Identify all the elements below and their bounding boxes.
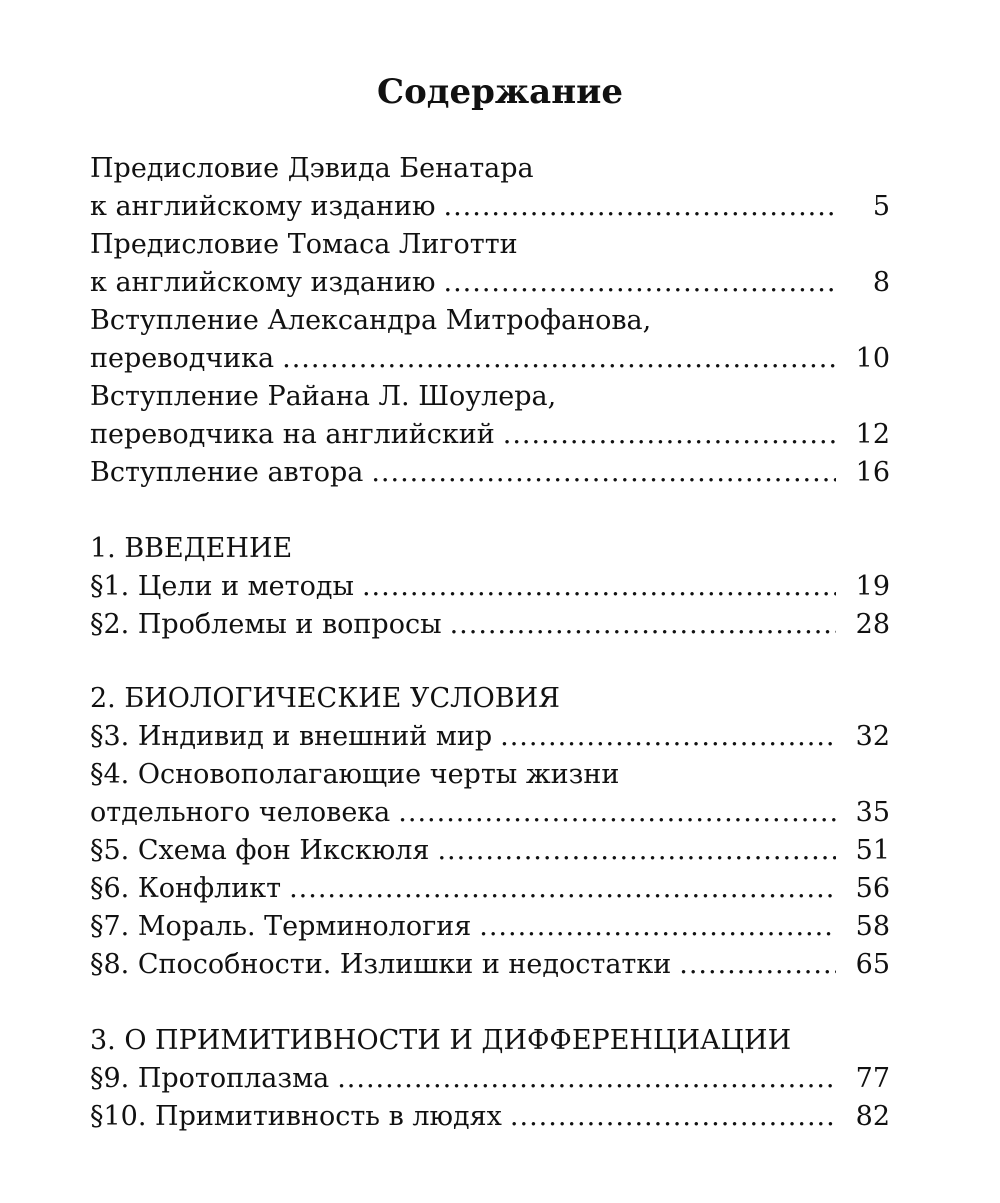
toc-entry-line <box>90 264 890 302</box>
chapter-heading[interactable]: 3. О ПРИМИТИВНОСТИ И ДИФФЕРЕНЦИАЦИИ <box>90 1025 792 1056</box>
toc-entry[interactable] <box>90 832 890 870</box>
page-number: 19 <box>855 571 890 602</box>
leader-dots <box>362 568 836 606</box>
page-number: 77 <box>855 1063 890 1094</box>
toc-entry-label: §4. Основополагающие черты жизни <box>90 759 620 790</box>
page-number: 16 <box>855 457 890 488</box>
leader-dots <box>679 946 836 984</box>
leader-dots <box>500 718 836 756</box>
toc-entry-line <box>90 756 890 794</box>
toc-entry-label: §3. Индивид и внешний мир <box>90 721 493 752</box>
leader-dots <box>398 794 836 832</box>
toc-entry-label: Предисловие Томаса Лиготти <box>90 229 518 260</box>
toc-entry[interactable] <box>90 302 890 378</box>
toc-entry[interactable] <box>90 946 890 984</box>
toc-entry-line <box>90 226 890 264</box>
toc-entry[interactable] <box>90 718 890 756</box>
toc-entry[interactable] <box>90 1060 890 1098</box>
table-of-contents <box>90 150 890 1136</box>
toc-entry-label: §9. Протоплазма <box>90 1063 330 1094</box>
toc-entry[interactable] <box>90 1098 890 1136</box>
toc-entry[interactable] <box>90 150 890 226</box>
leader-dots <box>479 908 836 946</box>
page-title: Содержание <box>377 72 623 112</box>
toc-entry-label: §6. Конфликт <box>90 873 282 904</box>
toc-entry[interactable] <box>90 908 890 946</box>
section-gap <box>90 644 890 680</box>
page-number: 82 <box>855 1101 890 1132</box>
toc-entry-label: §7. Мораль. Терминология <box>90 911 472 942</box>
toc-entry-label: §8. Способности. Излишки и недостатки <box>90 949 672 980</box>
toc-entry-line <box>90 378 890 416</box>
leader-dots <box>510 1098 836 1136</box>
page-number: 56 <box>855 873 890 904</box>
toc-entry[interactable] <box>90 568 890 606</box>
toc-entry-label: Вступление Александра Митрофанова, <box>90 305 652 336</box>
page-number: 65 <box>855 949 890 980</box>
leader-dots <box>371 454 836 492</box>
toc-entry-label: §5. Схема фон Икскюля <box>90 835 430 866</box>
page-number: 5 <box>872 191 890 222</box>
toc-entry-label: Вступление автора <box>90 457 364 488</box>
page-number: 32 <box>855 721 890 752</box>
leader-dots <box>337 1060 836 1098</box>
leader-dots <box>289 870 836 908</box>
page-number: 58 <box>855 911 890 942</box>
toc-entry-label: переводчика <box>90 343 275 374</box>
page-number: 51 <box>855 835 890 866</box>
page-number: 8 <box>872 267 890 298</box>
leader-dots <box>450 606 836 644</box>
toc-entry-label: §2. Проблемы и вопросы <box>90 609 442 640</box>
toc-entry-line <box>90 416 890 454</box>
toc-entry-label: к английскому изданию <box>90 191 436 222</box>
page-number: 10 <box>855 343 890 374</box>
toc-entry-line <box>90 340 890 378</box>
toc-entry[interactable] <box>90 870 890 908</box>
leader-dots <box>444 188 836 226</box>
leader-dots <box>437 832 836 870</box>
chapter-heading[interactable]: 1. ВВЕДЕНИЕ <box>90 533 293 564</box>
toc-entry-label: §10. Примитивность в людях <box>90 1101 502 1132</box>
toc-entry-label: переводчика на английский <box>90 419 495 450</box>
toc-entry-line <box>90 188 890 226</box>
toc-entry-line <box>90 302 890 340</box>
page-number: 12 <box>855 419 890 450</box>
leader-dots <box>503 416 836 454</box>
toc-entry[interactable] <box>90 454 890 492</box>
page-number: 28 <box>855 609 890 640</box>
toc-entry[interactable] <box>90 378 890 454</box>
leader-dots <box>282 340 836 378</box>
leader-dots <box>444 264 836 302</box>
toc-entry-line <box>90 150 890 188</box>
toc-entry[interactable] <box>90 756 890 832</box>
toc-entry-label: Предисловие Дэвида Бенатара <box>90 153 534 184</box>
toc-entry-label: Вступление Райана Л. Шоулера, <box>90 381 557 412</box>
toc-entry-label: отдельного человека <box>90 797 391 828</box>
toc-entry-line <box>90 794 890 832</box>
toc-entry-label: к английскому изданию <box>90 267 436 298</box>
toc-entry[interactable] <box>90 226 890 302</box>
toc-entry[interactable] <box>90 606 890 644</box>
section-gap <box>90 984 890 1022</box>
toc-entry-label: §1. Цели и методы <box>90 571 354 602</box>
page-number: 35 <box>855 797 890 828</box>
chapter-heading[interactable]: 2. БИОЛОГИЧЕСКИЕ УСЛОВИЯ <box>90 683 560 714</box>
section-gap <box>90 492 890 530</box>
